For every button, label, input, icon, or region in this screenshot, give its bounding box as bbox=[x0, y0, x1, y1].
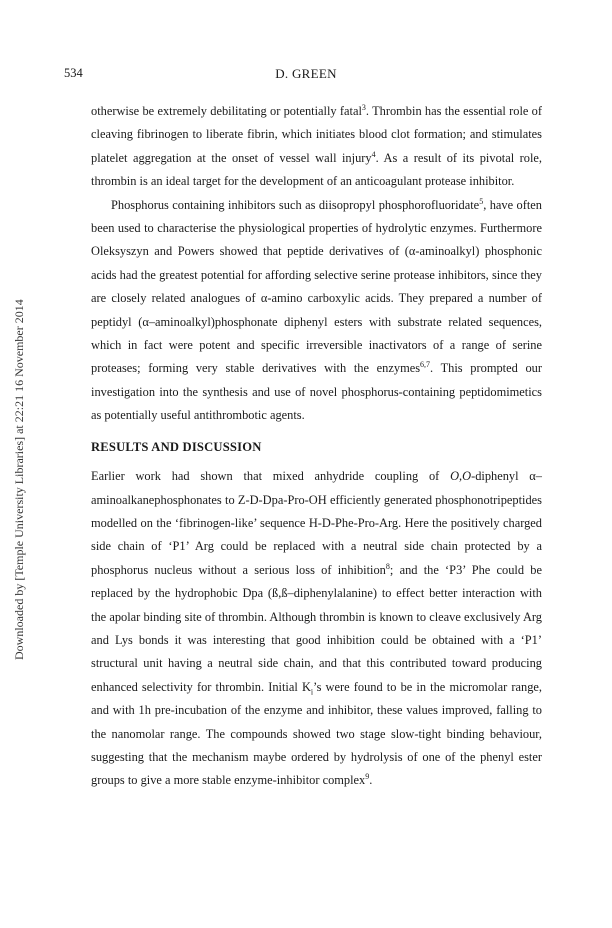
italic-run: O,O bbox=[450, 469, 472, 484]
paragraph-1 bbox=[91, 100, 542, 194]
text-run: Earlier work had shown that mixed anhydride coupling of bbox=[91, 469, 451, 484]
citation-superscript: 3 bbox=[361, 102, 366, 112]
text-run: . As a result of its pivotal role, thrombin is an ideal target for the development of an anticoagulant protease inhibitor. bbox=[91, 150, 542, 189]
citation-superscript: 8 bbox=[385, 561, 390, 571]
text-run: ; and the ‘P3’ Phe could be replaced by the hydrophobic Dpa (ß,ß–diphenylalanine) to effect better interaction with the apolar binding site of thrombin. Although thrombin is known to cleave exclusively Arg and Lys bonds it was interesting that good inhibition could be obtained with a ‘P1’ structural unit having a neutral side chain, and that this contributed toward producing enhanced selectivity for thrombin. Initial K bbox=[91, 562, 542, 694]
citation-superscript: 4 bbox=[371, 149, 376, 159]
text-run: . bbox=[369, 773, 373, 788]
paragraph-3 bbox=[91, 465, 542, 793]
download-watermark: Downloaded by [Temple University Libraries] at 22:21 16 November 2014 bbox=[12, 299, 26, 660]
text-run: ’s were found to be in the micromolar range, and with 1h pre-incubation of the enzyme and inhibitor, these values improved, falling to the nanomolar range. The compounds showed two stage slow-tight binding behaviour, suggesting that the mechanism maybe ordered by hydrolysis of one of the phenyl ester groups to give a more stable enzyme-inhibitor complex bbox=[91, 679, 542, 788]
text-run: , have often been used to characterise the physiological properties of hydrolytic enzymes. Furthermore Oleksyszyn and Powers showed that peptide derivatives of (α-aminoalkyl) phosphonic acids had the greatest potential for affording selective serine protease inhibitors, since they are closely related analogues of α-amino carboxylic acids. They prepared a number of peptidyl (α–aminoalkyl)phosphonate diphenyl esters with substrate related sequences, which in fact were potent and specific irreversible inactivators of a range of serine proteases; forming very stable derivatives with the enzymes bbox=[91, 197, 542, 376]
running-head: D. GREEN bbox=[275, 66, 337, 81]
article-body bbox=[91, 100, 542, 793]
section-heading: RESULTS AND DISCUSSION bbox=[91, 439, 262, 454]
text-run: . This prompted our investigation into the synthesis and use of novel phosphorus-containing peptidomimetics as potentially useful antithrombotic agents. bbox=[91, 361, 542, 423]
subscript: i bbox=[310, 687, 314, 697]
text-run: -diphenyl α–aminoalkanephosphonates to Z-D-Dpa-Pro-OH efficiently generated phosphonotripeptides modelled on the ‘fibrinogen-like’ sequence H-D-Phe-Pro-Arg. Here the positively charged side chain of ‘P1’ Arg could be replaced with a neutral side chain protected by a phosphorus nucleus without a serious loss of inhibition bbox=[91, 469, 542, 577]
citation-superscript: 5 bbox=[479, 196, 484, 206]
page-number: 534 bbox=[64, 66, 83, 80]
citation-superscript: 9 bbox=[365, 772, 370, 782]
text-run: Phosphorus containing inhibitors such as diisopropyl phosphorofluoridate bbox=[111, 197, 480, 212]
paragraph-2 bbox=[91, 194, 542, 428]
citation-superscript: 6,7 bbox=[420, 360, 431, 370]
text-run: . Thrombin has the essential role of cleaving fibrinogen to liberate fibrin, which initiates blood clot formation; and stimulates platelet aggregation at the onset of vessel wall injury bbox=[91, 104, 542, 165]
text-run: otherwise be extremely debilitating or potentially fatal bbox=[91, 104, 362, 118]
